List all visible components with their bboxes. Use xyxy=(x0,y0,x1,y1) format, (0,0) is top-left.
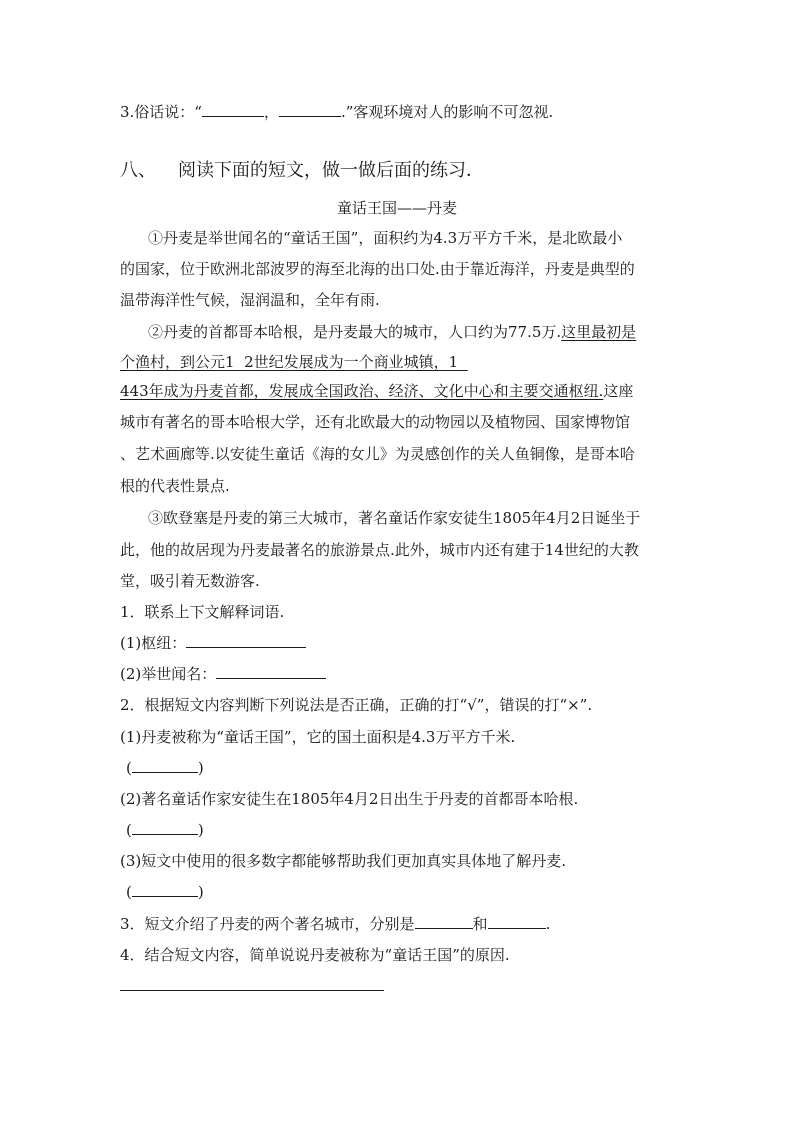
paragraph-2-line-2 xyxy=(120,352,468,372)
paragraph-2-line-5: 、艺术画廊等.以安徒生童话《海的女儿》为灵感创作的关人鱼铜像，是哥本哈 xyxy=(120,445,635,463)
paragraph-2-underlined-text: 个渔村，到公元1 2世纪发展成为一个商业城镇，1 xyxy=(120,353,468,371)
answer-blank-world-famous[interactable] xyxy=(216,664,326,679)
question-1-item-2 xyxy=(120,664,326,684)
paragraph-3-line-2: 此，他的故居现为丹麦最著名的旅游景点.此外，城市内还有建于14世纪的大教 xyxy=(120,541,639,559)
question-3-end: . xyxy=(545,915,551,933)
proverb-comma: ， xyxy=(263,103,279,121)
question-1-item-1 xyxy=(120,633,306,653)
passage-title: 童话王国——丹麦 xyxy=(336,199,457,217)
answer-blank-hub[interactable] xyxy=(186,633,306,648)
question-2-answer-1 xyxy=(126,758,204,778)
paragraph-1-line-1: ①丹麦是举世闻名的“童话王国”，面积约为4.3万平方千米，是北欧最小 xyxy=(148,229,623,247)
paren-open: ( xyxy=(126,821,132,839)
section-instruction: 阅读下面的短文，做一做后面的练习． xyxy=(178,160,484,181)
paren-open: ( xyxy=(126,883,132,901)
proverb-question xyxy=(120,102,553,122)
proverb-blank-2[interactable] xyxy=(279,102,341,117)
section-heading xyxy=(120,159,484,183)
question-3-text: 3．短文介绍了丹麦的两个著名城市，分别是 xyxy=(120,915,415,933)
judgement-blank-1[interactable] xyxy=(132,758,198,773)
paren-close: ) xyxy=(197,821,204,839)
question-2-answer-2 xyxy=(126,820,204,840)
paragraph-3-line-3: 堂，吸引着无数游客. xyxy=(120,572,260,590)
paragraph-2-line-1 xyxy=(148,322,636,342)
question-1-item-2-label: (2)举世闻名： xyxy=(120,665,217,683)
paragraph-2-line-3 xyxy=(120,381,633,401)
paragraph-2-line-6: 根的代表性景点. xyxy=(120,477,230,495)
paragraph-2-underlined-text: 443年成为丹麦首都，发展成全国政治、经济、文化中心和主要交通枢纽. xyxy=(120,382,604,400)
question-3-and: 和 xyxy=(472,915,488,933)
question-4: 4．结合短文内容，简单说说丹麦被称为“童话王国”的原因. xyxy=(120,946,510,964)
city-blank-2[interactable] xyxy=(488,914,546,929)
question-1-item-1-label: (1)枢纽： xyxy=(120,634,187,652)
question-1: 1．联系上下文解释词语. xyxy=(120,603,285,621)
paragraph-1-line-2: 的国家，位于欧洲北部波罗的海至北海的出口处.由于靠近海洋，丹麦是典型的 xyxy=(120,260,635,278)
paragraph-1-line-3: 温带海洋性气候，湿润温和，全年有雨. xyxy=(120,291,380,309)
judgement-blank-2[interactable] xyxy=(132,820,198,835)
proverb-blank-1[interactable] xyxy=(202,102,264,117)
paren-close: ) xyxy=(197,759,204,777)
paragraph-2-plain-text: ②丹麦的首都哥本哈根，是丹麦最大的城市，人口约为77.5万. xyxy=(148,323,562,341)
paren-close: ) xyxy=(197,883,204,901)
judgement-blank-3[interactable] xyxy=(132,882,198,897)
paren-open: ( xyxy=(126,759,132,777)
question-2-statement-3: (3)短文中使用的很多数字都能够帮助我们更加真实具体地了解丹麦. xyxy=(120,852,567,870)
proverb-suffix: .”客观环境对人的影响不可忽视. xyxy=(341,103,554,121)
question-2-statement-1: (1)丹麦被称为“童话王国”，它的国土面积是4.3万平方千米. xyxy=(120,728,516,746)
paragraph-2-underlined-text: 这里最初是 xyxy=(561,323,637,341)
paragraph-2-line-4: 城市有著名的哥本哈根大学，还有北欧最大的动物园以及植物园、国家博物馆 xyxy=(120,413,631,431)
paragraph-2-plain-text: 这座 xyxy=(603,382,634,400)
paragraph-3-line-1: ③欧登塞是丹麦的第三大城市，著名童话作家安徒生1805年4月2日诞坐于 xyxy=(148,509,641,527)
city-blank-1[interactable] xyxy=(415,914,473,929)
question-2-answer-3 xyxy=(126,882,204,902)
question-4-answer-line[interactable] xyxy=(120,990,384,991)
question-3 xyxy=(120,914,550,934)
question-2-statement-2: (2)著名童话作家安徒生在1805年4月2日出生于丹麦的首都哥本哈根. xyxy=(120,790,579,808)
proverb-prefix: 3.俗话说：“ xyxy=(120,103,202,121)
section-number: 八、 xyxy=(120,160,156,181)
question-2: 2．根据短文内容判断下列说法是否正确，正确的打“√”，错误的打“×”. xyxy=(120,696,593,714)
